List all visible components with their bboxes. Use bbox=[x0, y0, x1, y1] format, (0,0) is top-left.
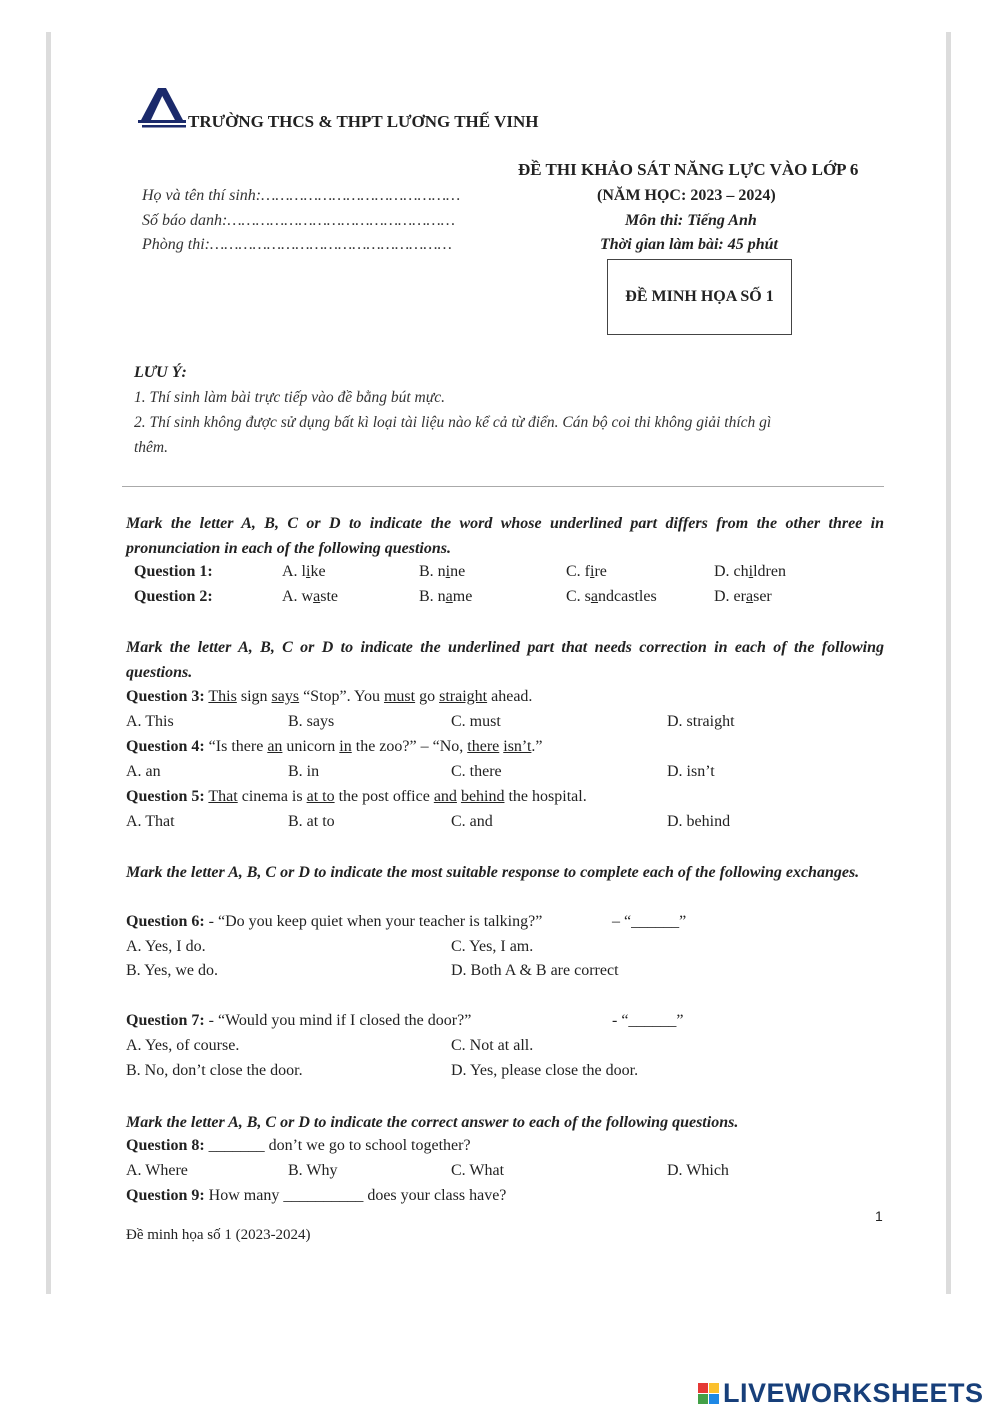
q4-option-b[interactable]: B. in bbox=[288, 763, 320, 780]
candidate-number-field: Số báo danh:………………………………………… bbox=[142, 212, 455, 229]
school-name: TRƯỜNG THCS & THPT LƯƠNG THẾ VINH bbox=[188, 112, 539, 131]
question-1-label: Question 1: bbox=[134, 563, 213, 580]
question-2-label: Question 2: bbox=[134, 588, 213, 605]
q6-option-d[interactable]: D. Both A & B are correct bbox=[451, 962, 619, 979]
liveworksheets-logo-icon bbox=[698, 1383, 719, 1404]
question-4: Question 4: “Is there an unicorn in the zoo?” – “No, there isn’t.” bbox=[126, 738, 543, 755]
q3-option-b[interactable]: B. says bbox=[288, 713, 335, 730]
q3-option-c[interactable]: C. must bbox=[451, 713, 501, 730]
note-1: 1. Thí sinh làm bài trực tiếp vào đề bằng bút mực. bbox=[134, 389, 445, 406]
question-9: Question 9: How many __________ does your class have? bbox=[126, 1187, 507, 1204]
q8-option-d[interactable]: D. Which bbox=[667, 1162, 729, 1179]
q7-option-c[interactable]: C. Not at all. bbox=[451, 1037, 534, 1054]
q2-option-a[interactable]: A. waste bbox=[282, 588, 338, 605]
q1-option-d[interactable]: D. children bbox=[714, 563, 786, 580]
logo-square-yellow bbox=[709, 1383, 719, 1393]
exam-subject: Môn thi: Tiếng Anh bbox=[625, 212, 757, 229]
page-number: 1 bbox=[875, 1208, 883, 1224]
q7-option-d[interactable]: D. Yes, please close the door. bbox=[451, 1062, 639, 1079]
q2-option-d[interactable]: D. eraser bbox=[714, 588, 772, 605]
q6-answer-blank[interactable]: – “______” bbox=[612, 913, 687, 930]
q2-option-c[interactable]: C. sandcastles bbox=[566, 588, 657, 605]
q6-option-c[interactable]: C. Yes, I am. bbox=[451, 938, 534, 955]
exam-duration: Thời gian làm bài: 45 phút bbox=[600, 236, 778, 253]
sample-exam-box bbox=[607, 259, 792, 335]
section4-instruction: Mark the letter A, B, C or D to indicate the correct answer to each of the following questions. bbox=[126, 1114, 739, 1131]
q4-option-a[interactable]: A. an bbox=[126, 763, 161, 780]
candidate-name-field: Họ và tên thí sinh:…………………………………… bbox=[142, 187, 461, 204]
logo-square-red bbox=[698, 1383, 708, 1393]
note-2-cont: thêm. bbox=[134, 439, 169, 456]
q1-option-a[interactable]: A. like bbox=[282, 563, 326, 580]
section2-instruction: Mark the letter A, B, C or D to indicate the underlined part that needs correction in each of the following questions. bbox=[126, 639, 884, 681]
question-6: Question 6: - “Do you keep quiet when your teacher is talking?” bbox=[126, 913, 543, 930]
logo-square-blue bbox=[709, 1394, 719, 1404]
q7-option-b[interactable]: B. No, don’t close the door. bbox=[126, 1062, 303, 1079]
school-logo bbox=[136, 82, 188, 130]
q4-option-d[interactable]: D. isn’t bbox=[667, 763, 715, 780]
q2-option-b[interactable]: B. name bbox=[419, 588, 473, 605]
question-8: Question 8: _______ don’t we go to school together? bbox=[126, 1137, 471, 1154]
q5-option-c[interactable]: C. and bbox=[451, 813, 493, 830]
q7-answer-blank[interactable]: - “______” bbox=[612, 1012, 684, 1029]
question-5: Question 5: That cinema is at to the post office and behind the hospital. bbox=[126, 788, 587, 805]
logo-square-green bbox=[698, 1394, 708, 1404]
note-2: 2. Thí sinh không được sử dụng bất kì loại tài liệu nào kể cả từ điển. Cán bộ coi thi không giải thích gì bbox=[134, 414, 772, 431]
exam-room-field: Phòng thi:…………………………………………… bbox=[142, 236, 452, 253]
liveworksheets-brand[interactable] bbox=[698, 1378, 984, 1408]
divider bbox=[122, 486, 884, 487]
q1-option-c[interactable]: C. fire bbox=[566, 563, 607, 580]
page-right-edge bbox=[946, 32, 951, 1294]
page-left-edge bbox=[46, 32, 51, 1294]
q8-option-c[interactable]: C. What bbox=[451, 1162, 505, 1179]
notes-title: LƯU Ý: bbox=[134, 364, 187, 381]
liveworksheets-wordmark: LIVEWORKSHEETS bbox=[723, 1377, 984, 1408]
q5-option-a[interactable]: A. That bbox=[126, 813, 175, 830]
school-year: (NĂM HỌC: 2023 – 2024) bbox=[597, 187, 776, 204]
footer-doc-label: Đề minh họa số 1 (2023-2024) bbox=[126, 1227, 311, 1243]
q8-option-a[interactable]: A. Where bbox=[126, 1162, 188, 1179]
q6-option-a[interactable]: A. Yes, I do. bbox=[126, 938, 206, 955]
q8-option-b[interactable]: B. Why bbox=[288, 1162, 338, 1179]
q3-option-d[interactable]: D. straight bbox=[667, 713, 735, 730]
q7-option-a[interactable]: A. Yes, of course. bbox=[126, 1037, 240, 1054]
question-7: Question 7: - “Would you mind if I closed the door?” bbox=[126, 1012, 472, 1029]
q5-option-b[interactable]: B. at to bbox=[288, 813, 335, 830]
section3-instruction: Mark the letter A, B, C or D to indicate the most suitable response to complete each of the following exchanges. bbox=[126, 864, 860, 881]
q3-option-a[interactable]: A. This bbox=[126, 713, 174, 730]
q4-option-c[interactable]: C. there bbox=[451, 763, 502, 780]
sample-exam-label: ĐỀ MINH HỌA SỐ 1 bbox=[625, 288, 774, 305]
section1-instruction: Mark the letter A, B, C or D to indicate the word whose underlined part differs from the other three in pronunciation in each of the following questions. bbox=[126, 515, 884, 557]
q1-option-b[interactable]: B. nine bbox=[419, 563, 466, 580]
exam-title: ĐỀ THI KHẢO SÁT NĂNG LỰC VÀO LỚP 6 bbox=[518, 160, 859, 179]
q6-option-b[interactable]: B. Yes, we do. bbox=[126, 962, 219, 979]
q5-option-d[interactable]: D. behind bbox=[667, 813, 731, 830]
question-3: Question 3: This sign says “Stop”. You must go straight ahead. bbox=[126, 688, 533, 705]
